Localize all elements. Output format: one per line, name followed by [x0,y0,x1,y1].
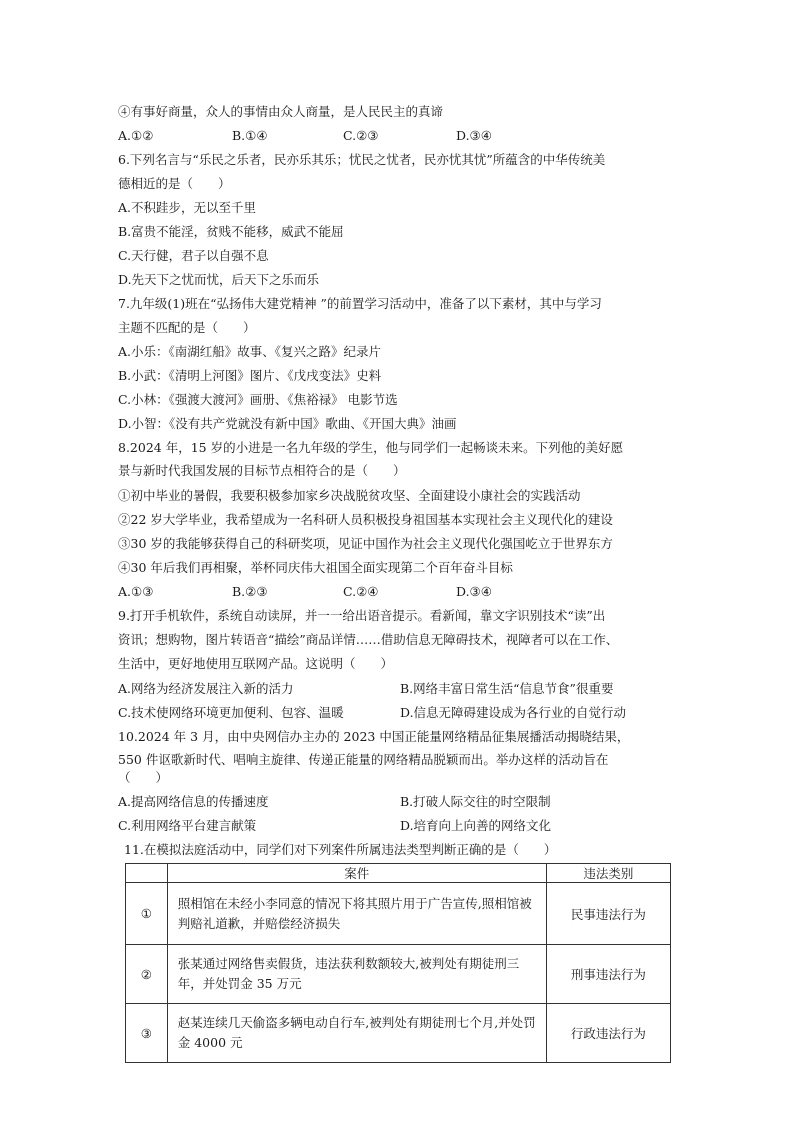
q10-stem-line-1: 10.2024 年 3 月，由中央网信办主办的 2023 中国正能量网络精品征集展播活动揭晓结果， [118,729,630,744]
q6-option-a: A.不积跬步，无以至千里 [118,200,257,215]
q8-option-c: C.②④ [343,584,379,599]
q6-option-c: C.天行健，君子以自强不息 [118,248,269,263]
table-row [126,945,671,1004]
row-case: 赵某连续几天偷盗多辆电动自行车,被判处有期徒刑七个月,并处罚金 4000 元 [167,1004,546,1063]
header-violation-type: 违法类别 [546,864,670,883]
header-case: 案件 [167,864,546,883]
q9-option-d: D.信息无障碍建设成为各行业的自觉行动 [400,705,627,720]
case-table [125,863,671,1063]
q6-stem-line-1: 6.下列名言与“乐民之乐者，民亦乐其乐；忧民之忧者，民亦忧其忧”所蕴含的中华传统美 [118,152,606,167]
row-case: 张某通过网络售卖假货，违法获利数额较大,被判处有期徒刑三年，并处罚金 35 万元 [167,945,546,1004]
q9-stem-line-1: 9.打开手机软件，系统自动读屏，并一一给出语音提示。看新闻，靠文字识别技术“读”出 [118,608,606,623]
q7-option-a: A.小乐：《南湖红船》故事、《复兴之路》纪录片 [118,344,382,359]
q9-stem-line-2: 资讯；想购物，图片转语音“描绘”商品详情……借助信息无障碍技术，视障者可以在工作、 [118,632,619,647]
q5-option-b: B.①④ [232,128,268,143]
q5-option-d: D.③④ [456,128,492,143]
row-violation-type: 民事违法行为 [546,883,670,945]
q8-option-a: A.①③ [118,584,154,599]
q6-option-d: D.先天下之忧而忧，后天下之乐而乐 [118,272,320,287]
q9-option-b: B.网络丰富日常生活“信息节食”很重要 [400,681,614,696]
q8-stem-line-2: 景与新时代我国发展的目标节点相符合的是（ ） [118,463,406,478]
q8-item-1: ①初中毕业的暑假，我要积极参加家乡决战脱贫攻坚、全面建设小康社会的实践活动 [118,488,581,503]
q9-option-a: A.网络为经济发展注入新的活力 [118,681,294,696]
case-table-header [126,864,671,883]
header-number [126,864,168,883]
q8-option-d: D.③④ [456,584,492,599]
table-row [126,1004,671,1063]
q10-stem-line-3: （ ） [118,770,169,785]
q7-option-c: C.小林：《强渡大渡河》画册、《焦裕禄》 电影节选 [118,392,398,407]
q8-option-b: B.②③ [232,584,268,599]
row-number: ② [126,945,168,1004]
q9-option-c: C.技术使网络环境更加便利、包容、温暖 [118,705,344,720]
q7-stem-line-1: 7.九年级(1)班在“弘扬伟大建党精神 ”的前置学习活动中，准备了以下素材，其中与学习 [118,296,602,311]
q10-option-d: D.培育向上向善的网络文化 [400,818,552,833]
q7-option-b: B.小武：《清明上河图》图片、《戊戌变法》史料 [118,368,382,383]
q6-stem-line-2: 德相近的是（ ） [118,176,231,191]
q9-stem-line-3: 生活中，更好地使用互联网产品。这说明（ ） [118,656,394,671]
q8-item-4: ④30 年后我们再相聚，举杯同庆伟大祖国全面实现第二个百年奋斗目标 [118,560,513,575]
row-violation-type: 行政违法行为 [546,1004,670,1063]
q5-item-4: ④有事好商量，众人的事情由众人商量，是人民民主的真谛 [118,104,444,119]
row-case: 照相馆在未经小李同意的情况下将其照片用于广告宣传,照相馆被判赔礼道歉，并赔偿经济损失 [167,883,546,945]
q5-option-c: C.②③ [343,128,379,143]
q11-stem: 11.在模拟法庭活动中，同学们对下列案件所属违法类型判断正确的是（ ） [124,842,557,857]
q10-option-b: B.打破人际交往的时空限制 [400,794,551,809]
q6-option-b: B.富贵不能淫，贫贱不能移，威武不能屈 [118,224,344,239]
row-number: ③ [126,1004,168,1063]
q10-option-a: A.提高网络信息的传播速度 [118,794,269,809]
q5-option-a: A.①② [118,128,154,143]
row-number: ① [126,883,168,945]
row-violation-type: 刑事违法行为 [546,945,670,1004]
q8-item-2: ②22 岁大学毕业，我希望成为一名科研人员积极投身祖国基本实现社会主义现代化的建设 [118,512,613,527]
q8-stem-line-1: 8.2024 年，15 岁的小进是一名九年级的学生，他与同学们一起畅谈未来。下列他的美好愿 [118,440,624,455]
q10-stem-line-2: 550 件讴歌新时代、唱响主旋律、传递正能量的网络精品脱颖而出。举办这样的活动旨在 [118,752,609,767]
q8-item-3: ③30 岁的我能够获得自己的科研奖项，见证中国作为社会主义现代化强国屹立于世界东方 [118,536,613,551]
q7-option-d: D.小智：《没有共产党就没有新中国》歌曲、《开国大典》油画 [118,416,457,431]
q10-option-c: C.利用网络平台建言献策 [118,818,257,833]
q7-stem-line-2: 主题不匹配的是（ ） [118,320,256,335]
table-row [126,883,671,945]
